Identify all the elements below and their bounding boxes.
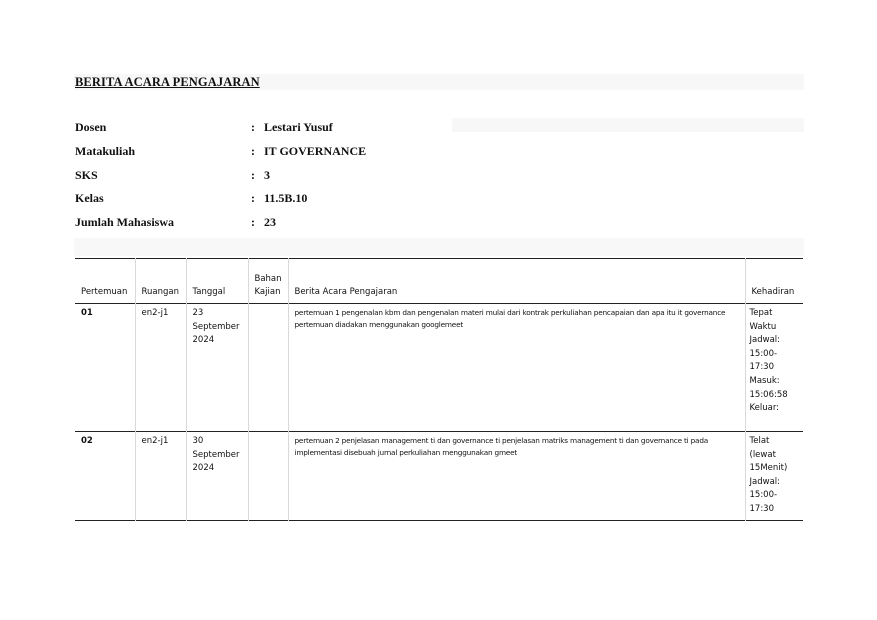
cell-ruangan: en2-j1	[135, 432, 186, 521]
kehadiran-line: 15Menit)	[749, 463, 788, 474]
info-value: 3	[264, 168, 270, 182]
info-colon: :	[251, 144, 255, 158]
kehadiran-line: Keluar:	[749, 403, 780, 414]
pre-table-band	[74, 238, 804, 256]
info-value: Lestari Yusuf	[264, 120, 333, 134]
cell-kehadiran	[745, 304, 803, 432]
kehadiran-line: Tepat	[749, 308, 773, 318]
info-colon: :	[251, 120, 255, 134]
info-label: Kelas	[75, 191, 104, 205]
cell-pertemuan: 01	[75, 304, 135, 432]
cell-bahan-kajian	[248, 304, 288, 432]
info-value: 23	[264, 215, 276, 229]
cell-ruangan: en2-j1	[135, 304, 186, 432]
info-label: Jumlah Mahasiswa	[75, 215, 175, 229]
kehadiran-line: 15:00-	[749, 490, 778, 501]
table-row	[75, 432, 803, 521]
cell-berita-acara: pertemuan 2 penjelasan management ti dan governance ti penjelasan matriks management ti dan governance ti pada implementasi disebuah jurnal perkuliahan menggunakan gmeet	[288, 432, 745, 521]
info-label: SKS	[75, 168, 98, 182]
header-pertemuan: Pertemuan	[75, 259, 135, 304]
info-label: Dosen	[75, 120, 107, 134]
kehadiran-line: Telat	[749, 436, 770, 446]
kehadiran-line: Waktu	[749, 321, 777, 332]
info-colon: :	[251, 191, 255, 205]
document-title: BERITA ACARA PENGAJARAN	[75, 75, 260, 89]
cell-tanggal: 23 September 2024	[186, 304, 248, 432]
header-bahan-line: Bahan	[254, 274, 282, 284]
header-berita-acara: Berita Acara Pengajaran	[288, 259, 745, 304]
table-row	[75, 304, 803, 432]
kehadiran-line: 17:30	[749, 503, 774, 514]
info-value: 11.5B.10	[264, 191, 308, 205]
attendance-table	[75, 258, 803, 521]
header-ruangan: Ruangan	[135, 259, 186, 304]
kehadiran-line: (lewat	[749, 449, 776, 460]
cell-kehadiran	[745, 432, 803, 521]
kehadiran-line: Jadwal:	[749, 476, 780, 487]
kehadiran-line: Masuk:	[749, 375, 780, 386]
header-bahan-kajian	[248, 259, 288, 304]
kehadiran-line: 15:06:58	[749, 389, 788, 400]
kehadiran-line: Jadwal:	[749, 335, 780, 346]
cell-pertemuan: 02	[75, 432, 135, 521]
info-label: Matakuliah	[75, 144, 136, 158]
kehadiran-line: 17:30	[749, 362, 774, 373]
table-header-row	[75, 259, 803, 304]
header-kehadiran: Kehadiran	[751, 287, 795, 297]
header-tanggal: Tanggal	[186, 259, 248, 304]
kehadiran-line: 15:00-	[749, 348, 778, 359]
cell-bahan-kajian	[248, 432, 288, 521]
info-colon: :	[251, 215, 255, 229]
header-kajian-line: Kajian	[254, 287, 281, 297]
cell-tanggal: 30 September 2024	[186, 432, 248, 521]
cell-berita-acara: pertemuan 1 pengenalan kbm dan pengenalan materi mulai dari kontrak perkuliahan pencapaian dan apa itu it governance pertemuan diadakan menggunakan googlemeet	[288, 304, 745, 432]
info-band	[452, 118, 804, 132]
info-colon: :	[251, 168, 255, 182]
info-value: IT GOVERNANCE	[264, 144, 367, 158]
